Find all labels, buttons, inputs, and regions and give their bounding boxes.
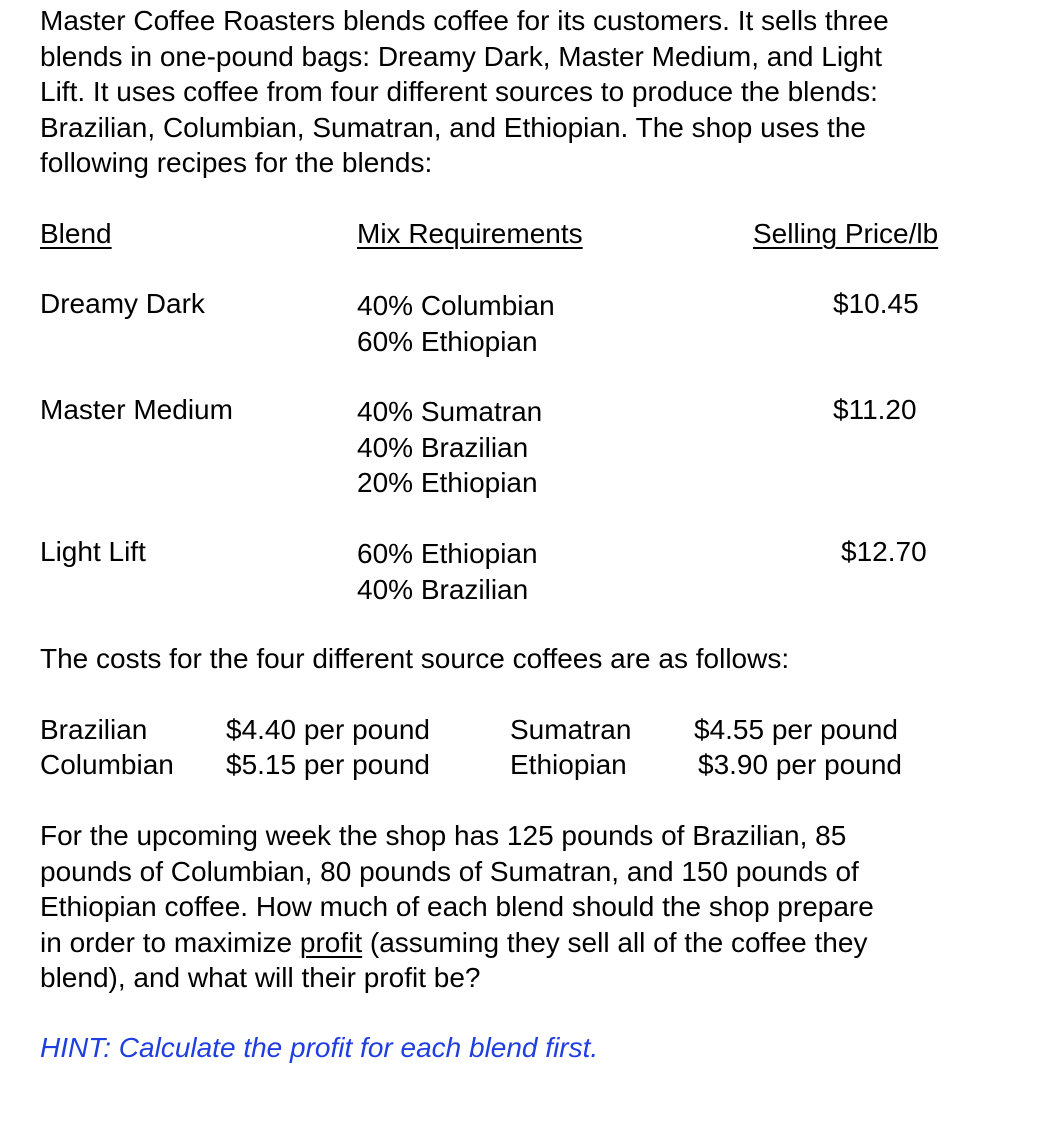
question-line: pounds of Columbian, 80 pounds of Sumatran, and 150 pounds of [40, 855, 859, 887]
mix-line: 20% Ethiopian [357, 467, 538, 498]
intro-line: Master Coffee Roasters blends coffee for its customers. It sells three [40, 5, 889, 36]
question-line [40, 925, 1020, 961]
blend-price: $10.45 [833, 288, 919, 319]
question-text: in order to maximize [40, 926, 300, 958]
coffee-source-cost: $3.90 per pound [698, 749, 902, 780]
intro-paragraph [40, 3, 1020, 181]
intro-line: Lift. It uses coffee from four different sources to produce the blends: [40, 76, 878, 107]
header-selling-price: Selling Price/lb [753, 218, 939, 249]
coffee-source-cost: $4.55 per pound [694, 714, 898, 745]
question-line: blend), and what will their profit be? [40, 962, 481, 993]
mix-line: 40% Sumatran [357, 396, 543, 427]
blend-name: Master Medium [40, 394, 233, 425]
costs-intro: The costs for the four different source coffees are as follows: [40, 643, 790, 674]
coffee-source-name: Columbian [40, 749, 174, 780]
coffee-source-cost: $4.40 per pound [226, 714, 430, 745]
mix-line: 60% Ethiopian [357, 538, 538, 569]
mix-line: 40% Columbian [357, 290, 555, 321]
mix-line: 60% Ethiopian [357, 325, 538, 357]
coffee-source-name: Ethiopian [510, 749, 627, 780]
mix-requirements [357, 536, 538, 607]
coffee-source-name: Brazilian [40, 714, 148, 745]
mix-line: 40% Brazilian [357, 573, 529, 605]
hint-text: HINT: Calculate the profit for each blend first. [40, 1032, 599, 1063]
blend-price: $11.20 [833, 394, 917, 425]
intro-line: following recipes for the blends: [40, 147, 433, 178]
question-line: For the upcoming week the shop has 125 pounds of Brazilian, 85 [40, 820, 847, 851]
intro-line: blends in one-pound bags: Dreamy Dark, Master Medium, and Light [40, 40, 882, 72]
intro-line: Brazilian, Columbian, Sumatran, and Ethiopian. The shop uses the [40, 111, 866, 143]
mix-requirements [357, 288, 555, 359]
profit-link[interactable]: profit [299, 926, 363, 958]
header-mix-requirements: Mix Requirements [357, 218, 583, 249]
mix-line: 40% Brazilian [357, 431, 529, 463]
coffee-source-name: Sumatran [510, 714, 632, 745]
blend-name: Dreamy Dark [40, 288, 205, 319]
question-line: Ethiopian coffee. How much of each blend should the shop prepare [40, 891, 874, 922]
blend-name: Light Lift [40, 536, 146, 567]
question-text: (assuming they sell all of the coffee they [362, 926, 868, 958]
coffee-source-cost: $5.15 per pound [226, 749, 430, 780]
mix-requirements [357, 394, 542, 501]
question-paragraph [40, 818, 1020, 996]
blend-price: $12.70 [841, 536, 927, 567]
header-blend: Blend [40, 218, 112, 249]
